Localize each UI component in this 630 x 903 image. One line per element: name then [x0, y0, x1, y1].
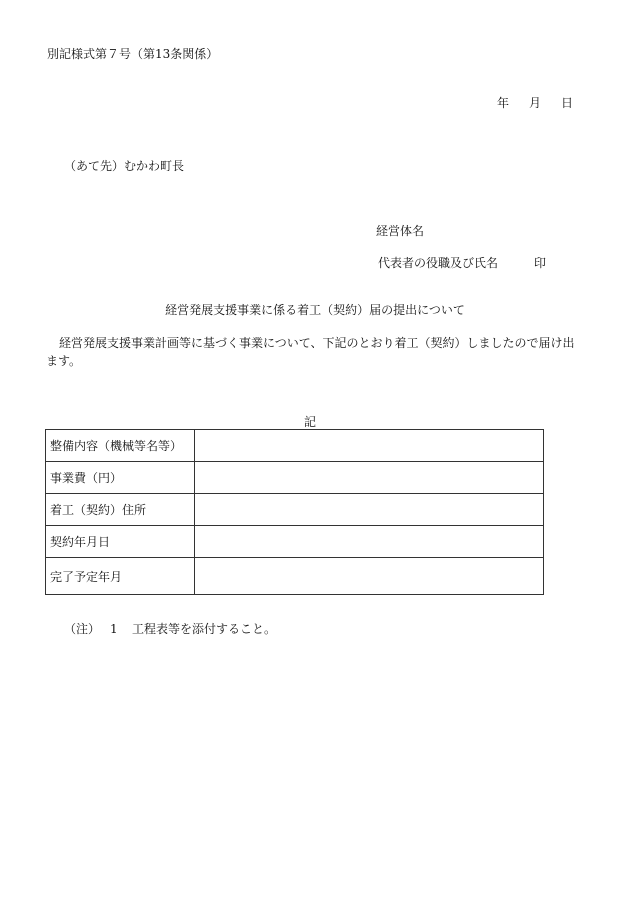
row-label: 整備内容（機械等名等） [46, 430, 195, 462]
row-label: 事業費（円） [46, 462, 195, 494]
table-row [46, 462, 544, 494]
date-year-label: 年 [497, 96, 510, 110]
row-value-field[interactable] [195, 558, 544, 595]
body-text: 経営発展支援事業計画等に基づく事業について、下記のとおり着工（契約）しましたので届け出ます。 [46, 336, 575, 368]
table-row [46, 430, 544, 462]
row-value-field[interactable] [195, 462, 544, 494]
row-label: 着工（契約）住所 [46, 494, 195, 526]
table-row [46, 494, 544, 526]
row-value-field[interactable] [195, 494, 544, 526]
date-line [497, 97, 573, 109]
note [64, 623, 276, 635]
applicant-name-label: 経営体名 [376, 224, 425, 238]
row-value-field[interactable] [195, 430, 544, 462]
date-day-label: 日 [561, 96, 574, 110]
row-value-field[interactable] [195, 526, 544, 558]
document-title: 経営発展支援事業に係る着工（契約）届の提出について [165, 303, 465, 317]
items-table [45, 429, 544, 595]
addressee: （あて先）むかわ町長 [64, 159, 185, 173]
applicant-representative-label: 代表者の役職及び氏名 [378, 256, 499, 270]
table-row [46, 526, 544, 558]
note-prefix: （注） [64, 622, 101, 636]
row-label: 契約年月日 [46, 526, 195, 558]
date-month-label: 月 [529, 96, 542, 110]
ki-heading: 記 [303, 415, 316, 429]
note-text: 工程表等を添付すること。 [132, 622, 277, 636]
note-number: 1 [110, 622, 118, 636]
table-row [46, 558, 544, 595]
seal-mark: 印 [534, 256, 547, 270]
form-number: 別記様式第７号（第13条関係） [47, 47, 219, 61]
row-label: 完了予定年月 [46, 558, 195, 595]
